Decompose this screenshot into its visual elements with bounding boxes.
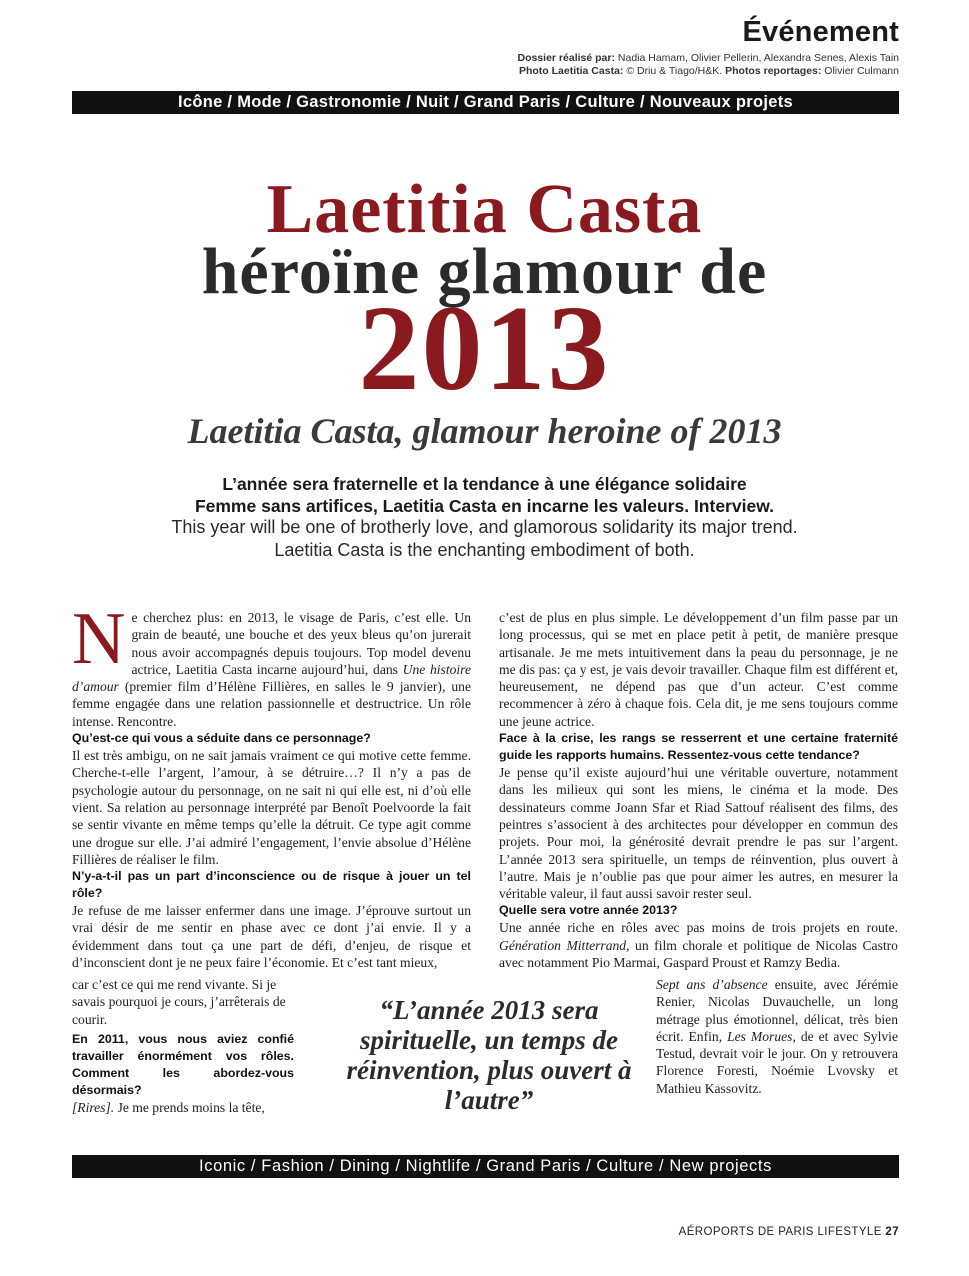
article-column-left-tail bbox=[72, 976, 294, 1116]
credit-label: Photos reportages: bbox=[725, 65, 822, 77]
article-column-left bbox=[72, 598, 471, 971]
page-footer bbox=[679, 1226, 899, 1238]
answer-text: Une année riche en rôles avec pas moins de trois projets en route. bbox=[499, 920, 898, 936]
interview-answer: Je pense qu’il existe aujourd’hui une véritable ouverture, notamment dans les milieux qui sont les miens, le cinéma et la mode. Des dessinateurs comme Joann Sfar et Riad Sattouf réalisent des films, des peintres s’associent à des architectes pour développer en commun des projets. Pour moi, la générosité devrait prendre le pas sur l’argent. L’année 2013 sera spirituelle, un temps de réinvention, plus ouvert à l’autre. Mais je n’oublie pas que pour aimer les autres, en mesurer la véritable valeur, il faut aussi savoir rester seul. bbox=[499, 765, 898, 902]
interview-answer bbox=[656, 976, 898, 1097]
headline-line-1: Laetitia Casta bbox=[266, 171, 703, 248]
intro-english-line-1: This year will be one of brotherly love, and glamorous solidarity its major trend. bbox=[171, 517, 798, 537]
intro-french-line-1: L’année sera fraternelle et la tendance à une élégance solidaire bbox=[222, 474, 747, 494]
credits-dossier bbox=[518, 52, 900, 64]
paragraph-text: (premier film d’Hélène Fillières, en salles le 9 janvier), une femme engagée dans une relation passionnelle et destructrice. Un rôle intense. Rencontre. bbox=[72, 679, 471, 729]
interview-answer: car c’est ce qui me rend vivante. Si je savais pourquoi je cours, j’arrêterais de courir. bbox=[72, 977, 286, 1027]
headline-line-2: héroïne glamour de bbox=[201, 235, 768, 308]
section-title: Événement bbox=[742, 16, 899, 48]
answer-text: ensuite, avec Jérémie Renier, Nicolas Duvauchelle, un long métrage plus émotionnel, délicat, très bien écrit. Enfin, bbox=[656, 977, 898, 1044]
page-number: 27 bbox=[885, 1226, 899, 1238]
english-subtitle: Laetitia Casta, glamour heroine of 2013 bbox=[187, 411, 782, 451]
credit-value: Olivier Culmann bbox=[824, 65, 899, 77]
answer-text: , un film chorale et politique de Nicolas Castro avec notamment Pio Marmai, Gaspard Proust et Ramzy Bedia. bbox=[499, 937, 898, 971]
film-title: Une histoire d’amour bbox=[72, 661, 471, 695]
pull-quote: “L’année 2013 sera spirituelle, un temps de réinvention, plus ouvert à l’autre” bbox=[346, 995, 632, 1115]
intro-english-line-2: Laetitia Casta is the enchanting embodiment of both. bbox=[274, 540, 695, 560]
interview-answer bbox=[72, 1099, 294, 1116]
film-title: Génération Mitterrand bbox=[499, 937, 627, 953]
interview-answer bbox=[499, 919, 898, 971]
bottom-category-bar: Iconic / Fashion / Dining / Nightlife / Grand Paris / Culture / New projects bbox=[72, 1155, 899, 1178]
credit-value: © Driu & Tiago/H&K. bbox=[626, 65, 723, 77]
interview-answer: Il est très ambigu, on ne sait jamais vraiment ce qui motive cette femme. Cherche-t-elle l’argent, l’amour, à se détruire…? Il n’y a pas de psychologie autour du personnage, on ne sait ni qui elle est, ni d’où elle vient. Sa relation au personnage interprété par Benoît Poelvoorde la fait se sentir vivante en même temps qu’elle la détruit. Ce type agit comme une drogue sur elle. J’ai admiré l’engagement, l’envie absolue d’Hélène Fillières de réaliser le film. bbox=[72, 748, 471, 867]
intro-french-line-2: Femme sans artifices, Laetitia Casta en incarne les valeurs. Interview. bbox=[194, 496, 775, 516]
answer-text: Je me prends moins la tête, bbox=[114, 1099, 265, 1115]
credit-label: Dossier réalisé par: bbox=[517, 52, 615, 64]
credits-photos bbox=[519, 65, 899, 77]
article-column-right-tail bbox=[656, 976, 898, 1097]
interview-question: Quelle sera votre année 2013? bbox=[499, 903, 678, 918]
film-title: Sept ans d’absence bbox=[656, 977, 768, 992]
paragraph-text: e cherchez plus: en 2013, le visage de Paris, c’est elle. Un grain de beauté, une bouche et des yeux bleus qu’on jurerait nous avoir accompagnés depuis toujours. Top model devenu actrice, Laetitia Casta incarne aujourd’hui, dans bbox=[131, 610, 471, 677]
headline-year: 2013 bbox=[358, 281, 611, 416]
publication-name: AÉROPORTS DE PARIS LIFESTYLE bbox=[678, 1226, 882, 1238]
interview-question: En 2011, vous nous aviez confié travailler énormément vos rôles. Comment les abordez-vous désormais? bbox=[72, 1031, 294, 1097]
interview-question: Face à la crise, les rangs se resserrent et une certaine fraternité guide les rapports humains. Ressentez-vous cette tendance? bbox=[499, 731, 898, 763]
interview-answer: c’est de plus en plus simple. Le développement d’un film passe par un long processus, qui se met en place petit à petit, de manière presque artisanale. Je me mets intuitivement dans la peau du personnage, je ne me dis pas: ça y est, je vais devoir travailler. Chaque film est différent et, heureusement, ne dépend pas que d’un acteur. C’est comme recommencer à zéro à chaque fois. Cela dit, je me sens toujours comme une jeune actrice. bbox=[499, 610, 898, 729]
article-column-right bbox=[499, 609, 898, 971]
credit-label: Photo Laetitia Casta: bbox=[518, 65, 624, 77]
credit-value: Nadia Hamam, Olivier Pellerin, Alexandra Senes, Alexis Tain bbox=[617, 52, 899, 64]
article-paragraph bbox=[72, 598, 471, 730]
top-category-bar: Icône / Mode / Gastronomie / Nuit / Grand Paris / Culture / Nouveaux projets bbox=[72, 91, 899, 114]
stage-direction: [Rires]. bbox=[72, 1099, 115, 1115]
interview-answer: Je refuse de me laisser enfermer dans une image. J’éprouve surtout un vrai désir de me sentir en phase avec ce dont j’ai envie. Il y a évidemment dans tout ça une part de défi, d’enjeu, de risque et d’inconscient dont je ne peux faire l’économie. Et c’est tant mieux, bbox=[72, 903, 471, 971]
interview-question: N’y-a-t-il pas un part d’inconscience ou de risque à jouer un tel rôle? bbox=[72, 869, 471, 901]
drop-cap: N bbox=[72, 598, 126, 680]
film-title: Les Morues bbox=[727, 1028, 793, 1044]
answer-text: , de et avec Sylvie Testud, devrait voir le jour. On y retrouvera Florence Foresti, Noémie Lvovsky et Mathieu Kassovitz. bbox=[656, 1028, 898, 1096]
interview-question: Qu’est-ce qui vous a séduite dans ce personnage? bbox=[72, 731, 371, 746]
